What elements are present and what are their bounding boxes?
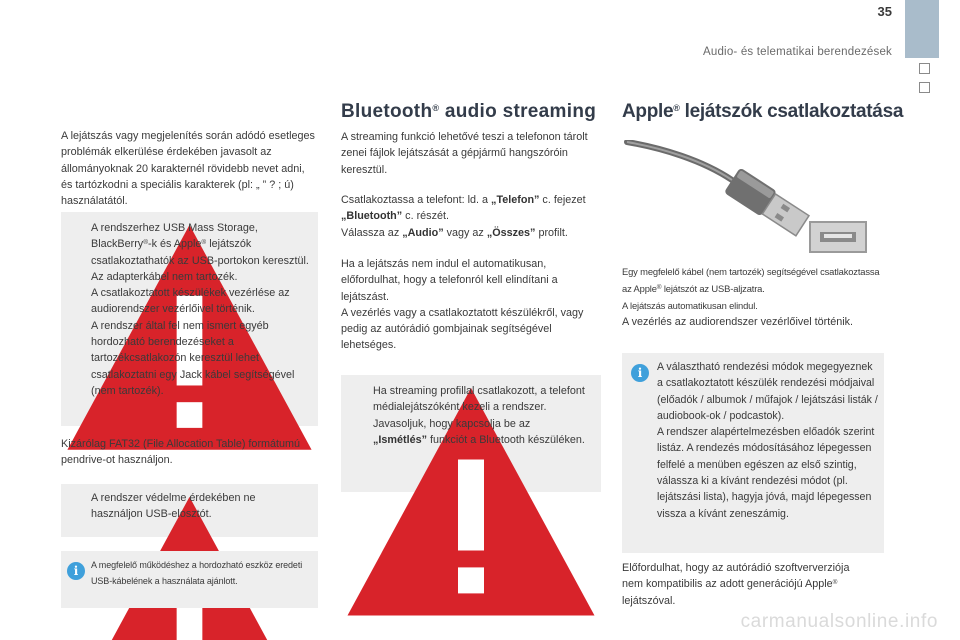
warning-box-hub: [61, 484, 318, 537]
warning-box-streaming-text: Ha streaming profillal csatlakozott, a telefont médialejátszóként kezeli a rendszer. Javasoljuk, hogy kapcsolja be az „Ismétlés” funkciót a Bluetooth készüléken.: [373, 385, 585, 446]
registered-mark: ®: [143, 239, 148, 247]
chapter-tab: [905, 0, 939, 58]
info-box-sorting: [622, 353, 884, 553]
section-title: Audio- és telematikai berendezések: [703, 46, 892, 58]
bluetooth-para-3: Ha a lejátszás nem indul el automatikusan, előfordulhat, hogy a telefonról kell elindítani a lejátszást. A vezérlés vagy a csatlakoztatott készülékről, vagy pedig az autórádió gombjainak segítségével lehetséges.: [341, 258, 584, 352]
info-box-cable: [61, 551, 318, 608]
usb-cable-icon: [622, 140, 884, 254]
warning-box-streaming: [341, 375, 601, 492]
warning-rest: csatlakoztathatók az USB-portokon keresztül. Az adapterkábel nem tartozék. A csatlakoztatott készülékek vezérlése az audiorendszer vezérlőivel történik. A rendszer által fel nem ismert egyéb hordozható berendezéseket a tartozékcsatlakozón keresztül lehet csatlakoztatni egy Jack kábel segítségével (nem tartozék).: [91, 254, 309, 397]
info-box-sorting-text: A választható rendezési módok megegyeznek a csatlakoztatott készülék rendezési módjaival (előadók / albumok / műfajok / lejátszási listák / audiobook-ok / podcastok). A rendszer alapértelmezésben előadók szerint listáz. A rendezés módosításához lépegessen felfelé a menüben egészen az első szintig, válassza ki a kívánt rendezési módot (pl. lejátszási lista), hagyja jóvá, majd lépegessen vissza a kívánt zeneszámig.: [657, 361, 878, 520]
watermark: carmanualsonline.info: [740, 611, 938, 632]
registered-mark: ®: [201, 239, 207, 247]
warning-box-usb-text: [91, 220, 313, 399]
bluetooth-title: Bluetooth® audio streaming: [341, 101, 597, 122]
apple-para-3: Előfordulhat, hogy az autórádió szoftververziója nem kompatibilis az adott generációjú Apple® lejátszóval.: [622, 562, 850, 607]
warning-line-2c: lejátszók: [206, 238, 252, 251]
page-number: 35: [877, 4, 892, 19]
bluetooth-para-2: Csatlakoztassa a telefont: ld. a „Telefon” c. fejezet „Bluetooth” c. részét. Válassza az „Audio” vagy az „Összes” profilt.: [341, 194, 586, 239]
apple-para-1: Egy megfelelő kábel (nem tartozék) segítségével csatlakoztassa az Apple® lejátszót az USB-aljzatra. A lejátszás automatikusan elindul.: [622, 266, 880, 311]
warning-box-hub-text: A rendszer védelme érdekében ne használjon USB-elosztót.: [91, 492, 256, 521]
info-box-cable-text: A megfelelő működéshez a hordozható eszköz eredeti USB-kábelének a használata ajánlott.: [91, 560, 303, 586]
apple-para-2: A vezérlés az audiorendszer vezérlőivel történik.: [622, 316, 854, 328]
bluetooth-para-1: A streaming funkció lehetővé teszi a telefonon tárolt zenei fájlok lejátszását a gépjármű hangszóróin keresztül.: [341, 131, 588, 176]
intro-text: A lejátszás vagy megjelenítés során adódó esetleges problémák elkerülése érdekében javasolt az állományoknak 20 karakternél rövidebb nevet adni, és tartózkodni a speciális karakterek (pl: „ ” ? ; ú) használatától.: [61, 130, 315, 208]
warning-line-2a: BlackBerry: [91, 238, 144, 251]
nav-square-2: [919, 82, 930, 93]
info-circle-icon: i: [631, 364, 649, 382]
warning-line-2b: -k és Apple: [148, 238, 202, 251]
apple-title: Apple® lejátszók csatlakoztatása: [622, 101, 904, 122]
warning-line-1: A rendszerhez USB Mass Storage,: [91, 222, 258, 234]
info-circle-icon: i: [67, 562, 85, 580]
nav-square-1: [919, 63, 930, 74]
fat32-text: Kizárólag FAT32 (File Allocation Table) formátumú pendrive-ot használjon.: [61, 438, 301, 467]
warning-box-usb: [61, 212, 318, 426]
